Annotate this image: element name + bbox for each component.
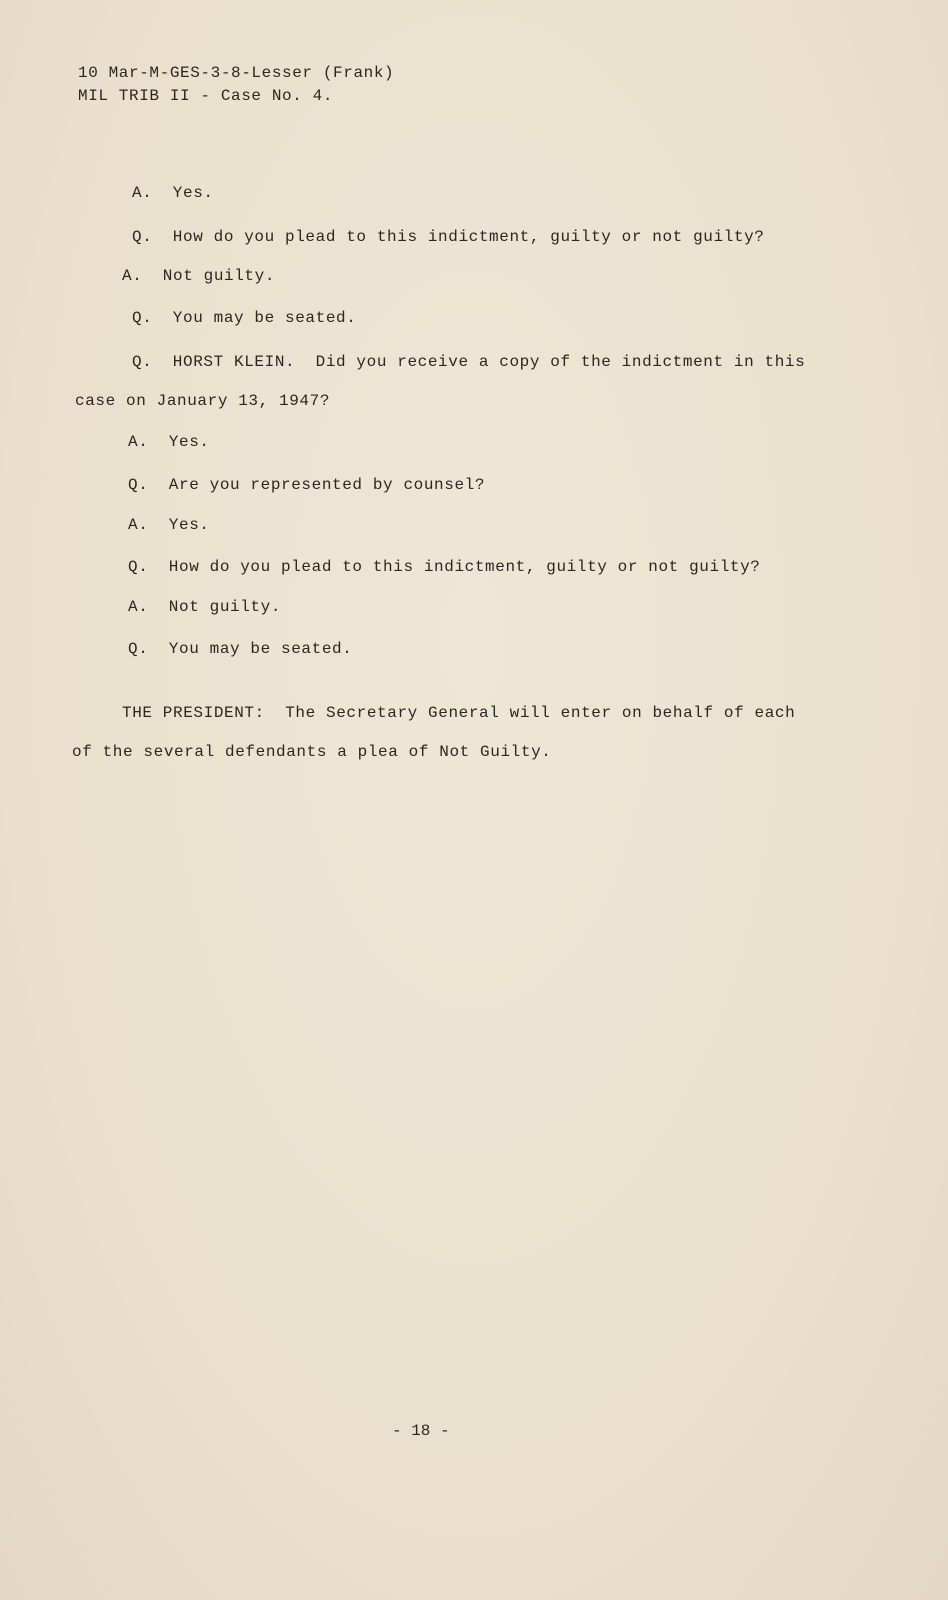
transcript-line: Q. You may be seated.	[128, 640, 353, 658]
transcript-line: of the several defendants a plea of Not Guilty.	[72, 743, 552, 761]
transcript-line: A. Yes.	[128, 516, 210, 534]
transcript-line: Q. Are you represented by counsel?	[128, 476, 486, 494]
transcript-line: THE PRESIDENT: The Secretary General will enter on behalf of each	[122, 704, 796, 722]
transcript-line: A. Yes.	[128, 433, 210, 451]
transcript-line: Q. HORST KLEIN. Did you receive a copy of the indictment in this	[132, 353, 806, 371]
transcript-line: Q. How do you plead to this indictment, guilty or not guilty?	[128, 558, 761, 576]
header-line-2: MIL TRIB II - Case No. 4.	[78, 87, 334, 105]
transcript-line: A. Not guilty.	[122, 267, 276, 285]
transcript-line: Q. How do you plead to this indictment, guilty or not guilty?	[132, 228, 765, 246]
page-number: - 18 -	[392, 1422, 450, 1440]
transcript-line: case on January 13, 1947?	[75, 392, 331, 410]
header-line-1: 10 Mar-M-GES-3-8-Lesser (Frank)	[78, 64, 395, 82]
transcript-line: Q. You may be seated.	[132, 309, 357, 327]
transcript-line: A. Not guilty.	[128, 598, 282, 616]
transcript-line: A. Yes.	[132, 184, 214, 202]
